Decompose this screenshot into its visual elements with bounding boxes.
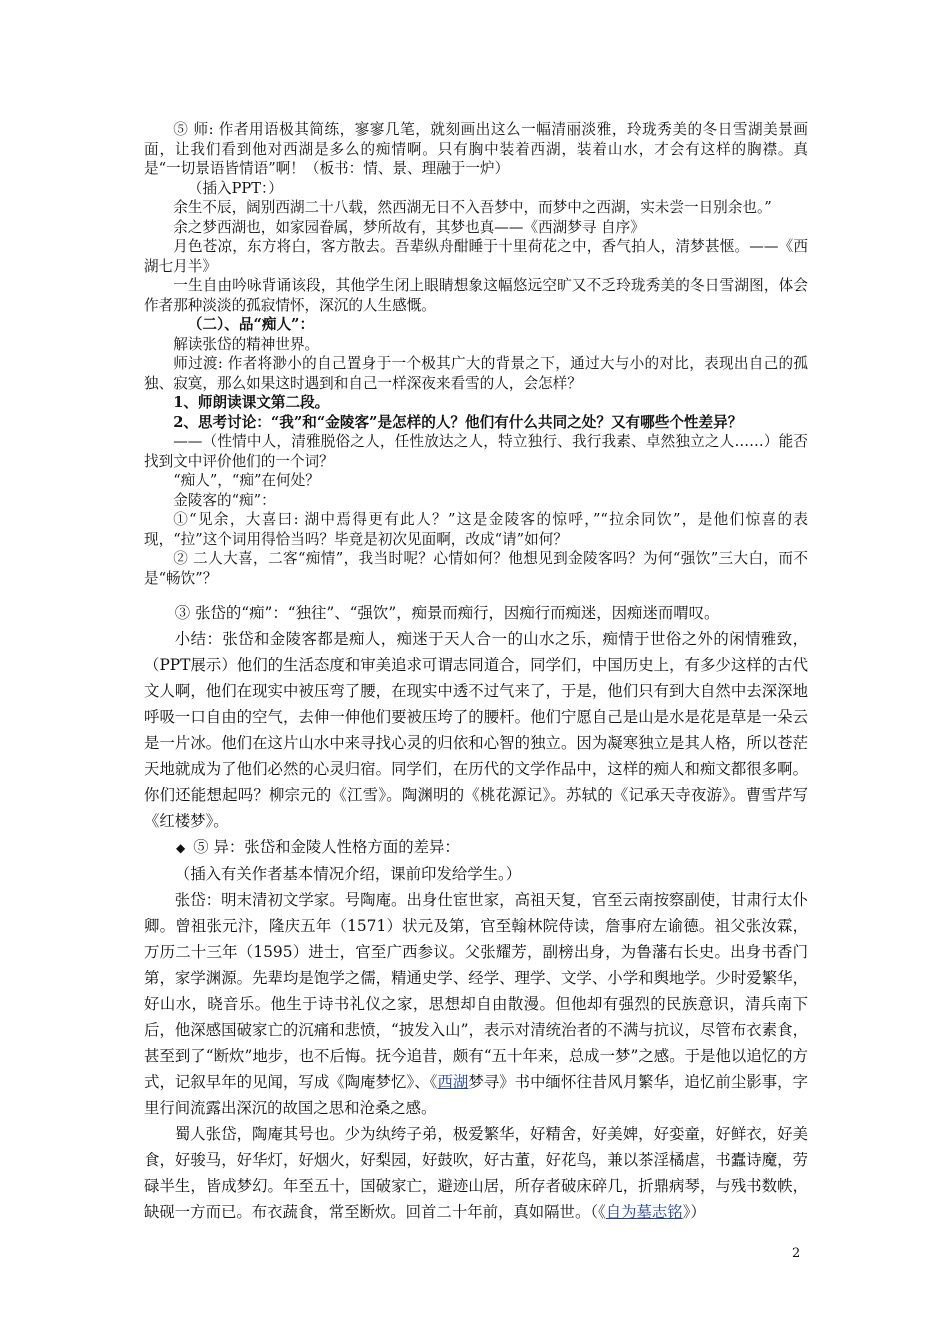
paragraph-quote-2: 余之梦西湖也，如家园眷属，梦所故有，其梦也真——《西湖梦寻 自序》 (173, 218, 645, 236)
epitaph-text: 蜀人张岱，陶庵其号也。少为纨绔子弟，极爱繁华，好精舍，好美婢，好娈童，好鲜衣，好美食，好骏马，好华灯，好烟火，好梨园，好鼓吹，好古董，好花鸟，兼以茶淫橘虐，书蠹诗魔，劳碌半生，皆成梦幻。年至五十，国破家亡，避迹山居，所存者破床碎几，折鼎病琴，与残书数帙，缺砚一方而已。布衣蔬食，常至断炊。回首二十年前，真如隔世。（《 (144, 1125, 808, 1221)
paragraph-teacher-comment: ⑤ 师: 作者用语极其简练，寥寥几笔，就刻画出这么一幅清丽淡雅，玲珑秀美的冬日雪湖美景画面，让我们看到他对西湖是多么的痴情啊。只有胸中装着西湖，装着山水，才会有这样的胸襟。真是“一切景语皆情语”啊！（板书：情、景、理融于一炉） (144, 121, 808, 177)
paragraph-point-3: ③ 张岱的“痴”：“独往”、“强饮”，痴景而痴行，因痴行而痴迷，因痴迷而喟叹。 (174, 604, 720, 622)
paragraph-chi-where: “痴人”，“痴”在何处？ (173, 472, 320, 489)
step-1: 1、师朗读课文第二段。 (173, 394, 330, 411)
paragraph-zhangdai-bio (144, 887, 808, 1121)
link-epitaph[interactable]: 自为墓志铭 (605, 1203, 683, 1221)
paragraph-quote-3: 月色苍凉，东方将白，客方散去。吾辈纵舟酣睡于十里荷花之中，香气拍人，清梦甚惬。——《西湖七月半》 (144, 238, 808, 275)
paragraph-transition: 师过渡: 作者将渺小的自己置身于一个极其广大的背景之下，通过大与小的对比，表现出自己的孤独、寂寞，那么如果这时遇到和自己一样深夜来看雪的人，会怎样？ (144, 355, 808, 392)
paragraph-epitaph (144, 1121, 808, 1225)
paragraph-interpret: 解读张岱的精神世界。 (173, 335, 320, 353)
link-xihu[interactable]: 西湖 (437, 1073, 469, 1091)
paragraph-recite: 一生自由吟咏背诵该段，其他学生闭上眼睛想象这幅悠远空旷又不乏玲珑秀美的冬日雪湖图，体会作者那种淡淡的孤寂情怀，深沉的人生感慨。 (144, 277, 808, 314)
paragraph-insert-ppt: （插入PPT：） (187, 179, 283, 197)
paragraph-insert-intro: （插入有关作者基本情况介绍，课前印发给学生。） (174, 865, 522, 883)
step-2: 2、思考讨论：“我”和“金陵客”是怎样的人？他们有什么共同之处？又有哪些个性差异？ (173, 413, 743, 431)
section-heading-chiren: （二）、品“痴人”： (187, 316, 315, 333)
paragraph-answer: ——（性情中人，清雅脱俗之人，任性放达之人，特立独行、我行我素、卓然独立之人……）能否找到文中评价他们的一个词？ (144, 433, 808, 470)
spacer (144, 588, 808, 600)
paragraph-difference (144, 834, 808, 861)
paragraph-quote-1: 余生不辰，阔别西湖二十八载，然西湖无日不入吾梦中，而梦中之西湖，实未尝一日别余也。” (173, 199, 772, 216)
diamond-bullet-icon: ◆ (176, 841, 186, 855)
bio-text: 张岱：明末清初文学家。号陶庵。出身仕宦世家，高祖天复，官至云南按察副使，甘肃行太仆卿。曾祖张元汴，隆庆五年（1571）状元及第，官至翰林院侍读，詹事府左谕德。祖父张汝霖，万历二十三年（1595）进士，官至广西参议。父张耀芳，副榜出身，为鲁藩右长史。出身书香门第，家学渊源。先辈均是饱学之儒，精通史学、经学、理学、文学、小学和舆地学。少时爱繁华，好山水，晓音乐。他生于诗书礼仪之家，思想却自由散漫。但他却有强烈的民族意识，清兵南下后，他深感国破家亡的沉痛和悲愤，“披发入山”，表示对清统治者的不满与抗议，尽管布衣素食，甚至到了“断炊”地步，也不后悔。抚今追昔，颇有“五十年来，总成一梦”之感。于是他以追忆的方式，记叙早年的见闻，写成《陶庵梦忆》、《 (144, 891, 808, 1091)
bio-text-tail: 梦寻》书中缅怀往昔风月繁华，追忆前尘影事，字里行间流露出深沉的故国之思和沧桑之感。 (144, 1073, 808, 1117)
difference-text: ⑤ 异：张岱和金陵人性格方面的差异： (193, 838, 460, 856)
paragraph-summary: 小结：张岱和金陵客都是痴人，痴迷于天人合一的山水之乐，痴情于世俗之外的闲情雅致，（PPT展示）他们的生活态度和审美追求可谓志同道合，同学们，中国历史上，有多少这样的古代文人啊，他们在现实中被压弯了腰，在现实中透不过气来了，于是，他们只有到大自然中去深深地呼吸一口自由的空气，去伸一伸他们要被压垮了的腰杆。他们宁愿自己是山是水是花是草是一朵云是一片冰。他们在这片山水中来寻找心灵的归依和心智的独立。因为凝寒独立是其人格，所以苍茫天地就成为了他们必然的心灵归宿。同学们，在历代的文学作品中，这样的痴人和痴文都很多啊。你们还能想起吗？柳宗元的《江雪》。陶渊明的《桃花源记》。苏轼的《记承天寺夜游》。曹雪芹写《红楼梦》。 (144, 630, 808, 830)
paragraph-point-2: ② 二人大喜，二客“痴情”，我当时呢？心情如何？他想见到金陵客吗？为何“强饮”三大白，而不是“畅饮”？ (144, 550, 808, 587)
epitaph-tail: 》） (682, 1203, 706, 1221)
document-page (144, 120, 808, 1225)
paragraph-point-1: ①“见余，大喜曰: 湖中焉得更有此人？”这是金陵客的惊呼，”“拉余同饮”，是他们惊喜的表现，“拉”这个词用得恰当吗？毕竟是初次见面啊，改成“请”如何？ (144, 511, 808, 548)
paragraph-jinling-chi: 金陵客的“痴”： (173, 491, 276, 509)
page-number: 2 (792, 1246, 801, 1261)
